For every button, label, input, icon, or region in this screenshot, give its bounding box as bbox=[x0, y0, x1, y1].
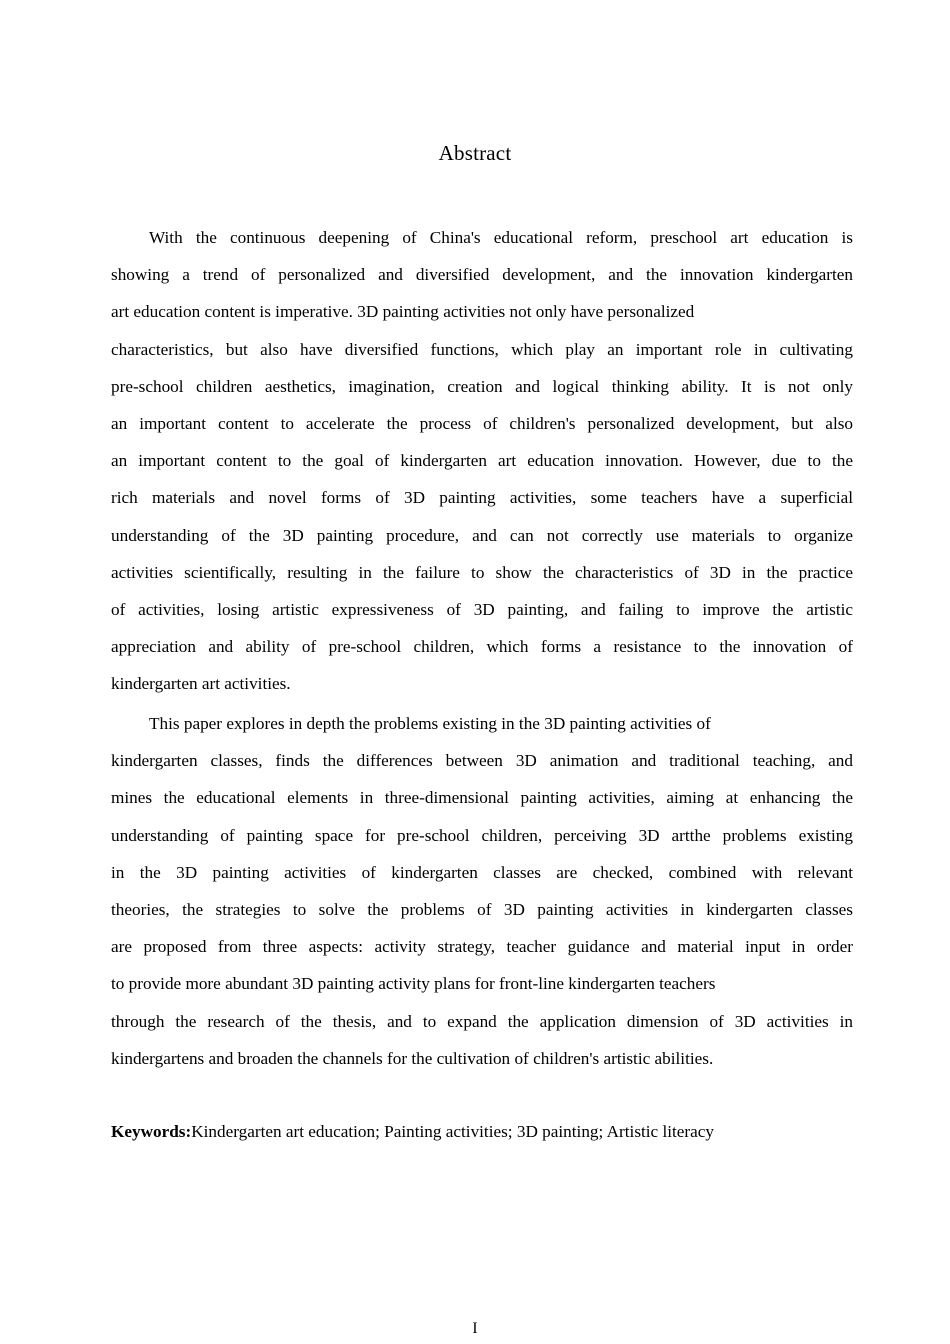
text-line: appreciation and ability of pre-school children, which forms a resistance to the innovation of bbox=[111, 637, 853, 657]
text-line: activities scientifically, resulting in the failure to show the characteristics of 3D in the practice bbox=[111, 562, 853, 582]
keywords-line bbox=[111, 1113, 853, 1150]
text-line: in the 3D painting activities of kindergarten classes are checked, combined with relevant bbox=[111, 862, 853, 882]
text-line: showing a trend of personalized and diversified development, and the innovation kindergarten bbox=[111, 265, 853, 285]
abstract-paragraph-1 bbox=[111, 219, 853, 703]
keywords-value: Kindergarten art education; Painting activities; 3D painting; Artistic literacy bbox=[191, 1122, 715, 1141]
page-number: I bbox=[472, 1320, 478, 1337]
text-line: are proposed from three aspects: activity strategy, teacher guidance and material input in order bbox=[111, 937, 853, 957]
text-line: With the continuous deepening of China's educational reform, preschool art education is bbox=[149, 228, 853, 247]
text-line: understanding of the 3D painting procedure, and can not correctly use materials to organize bbox=[111, 525, 853, 545]
text-line: kindergarten classes, finds the differences between 3D animation and traditional teaching, and bbox=[111, 751, 853, 771]
text-line: kindergartens and broaden the channels for the cultivation of children's artistic abilities. bbox=[111, 1048, 714, 1068]
text-line: understanding of painting space for pre-school children, perceiving 3D artthe problems existing bbox=[111, 825, 853, 845]
text-line: rich materials and novel forms of 3D painting activities, some teachers have a superficial bbox=[111, 488, 853, 508]
text-line: an important content to accelerate the process of children's personalized development, but also bbox=[111, 414, 853, 434]
text-line: mines the educational elements in three-dimensional painting activities, aiming at enhancing the bbox=[111, 788, 853, 808]
text-line: characteristics, but also have diversified functions, which play an important role in cultivating bbox=[111, 339, 853, 359]
text-line: art education content is imperative. 3D painting activities not only have personalized bbox=[111, 302, 695, 322]
abstract-paragraph-2 bbox=[111, 705, 853, 1077]
text-line: to provide more abundant 3D painting activity plans for front-line kindergarten teachers bbox=[111, 974, 716, 994]
keywords-label: Keywords: bbox=[111, 1122, 192, 1141]
page-title: Abstract bbox=[438, 141, 512, 166]
text-line: theories, the strategies to solve the problems of 3D painting activities in kindergarten classes bbox=[111, 900, 853, 920]
text-line: through the research of the thesis, and to expand the application dimension of 3D activities in bbox=[111, 1011, 853, 1031]
text-line: of activities, losing artistic expressiveness of 3D painting, and failing to improve the artistic bbox=[111, 600, 853, 620]
text-line: an important content to the goal of kindergarten art education innovation. However, due to the bbox=[111, 451, 853, 471]
text-line: kindergarten art activities. bbox=[111, 674, 291, 694]
text-line: pre-school children aesthetics, imagination, creation and logical thinking ability. It is not only bbox=[111, 376, 853, 396]
text-line: This paper explores in depth the problems existing in the 3D painting activities of bbox=[149, 714, 711, 733]
